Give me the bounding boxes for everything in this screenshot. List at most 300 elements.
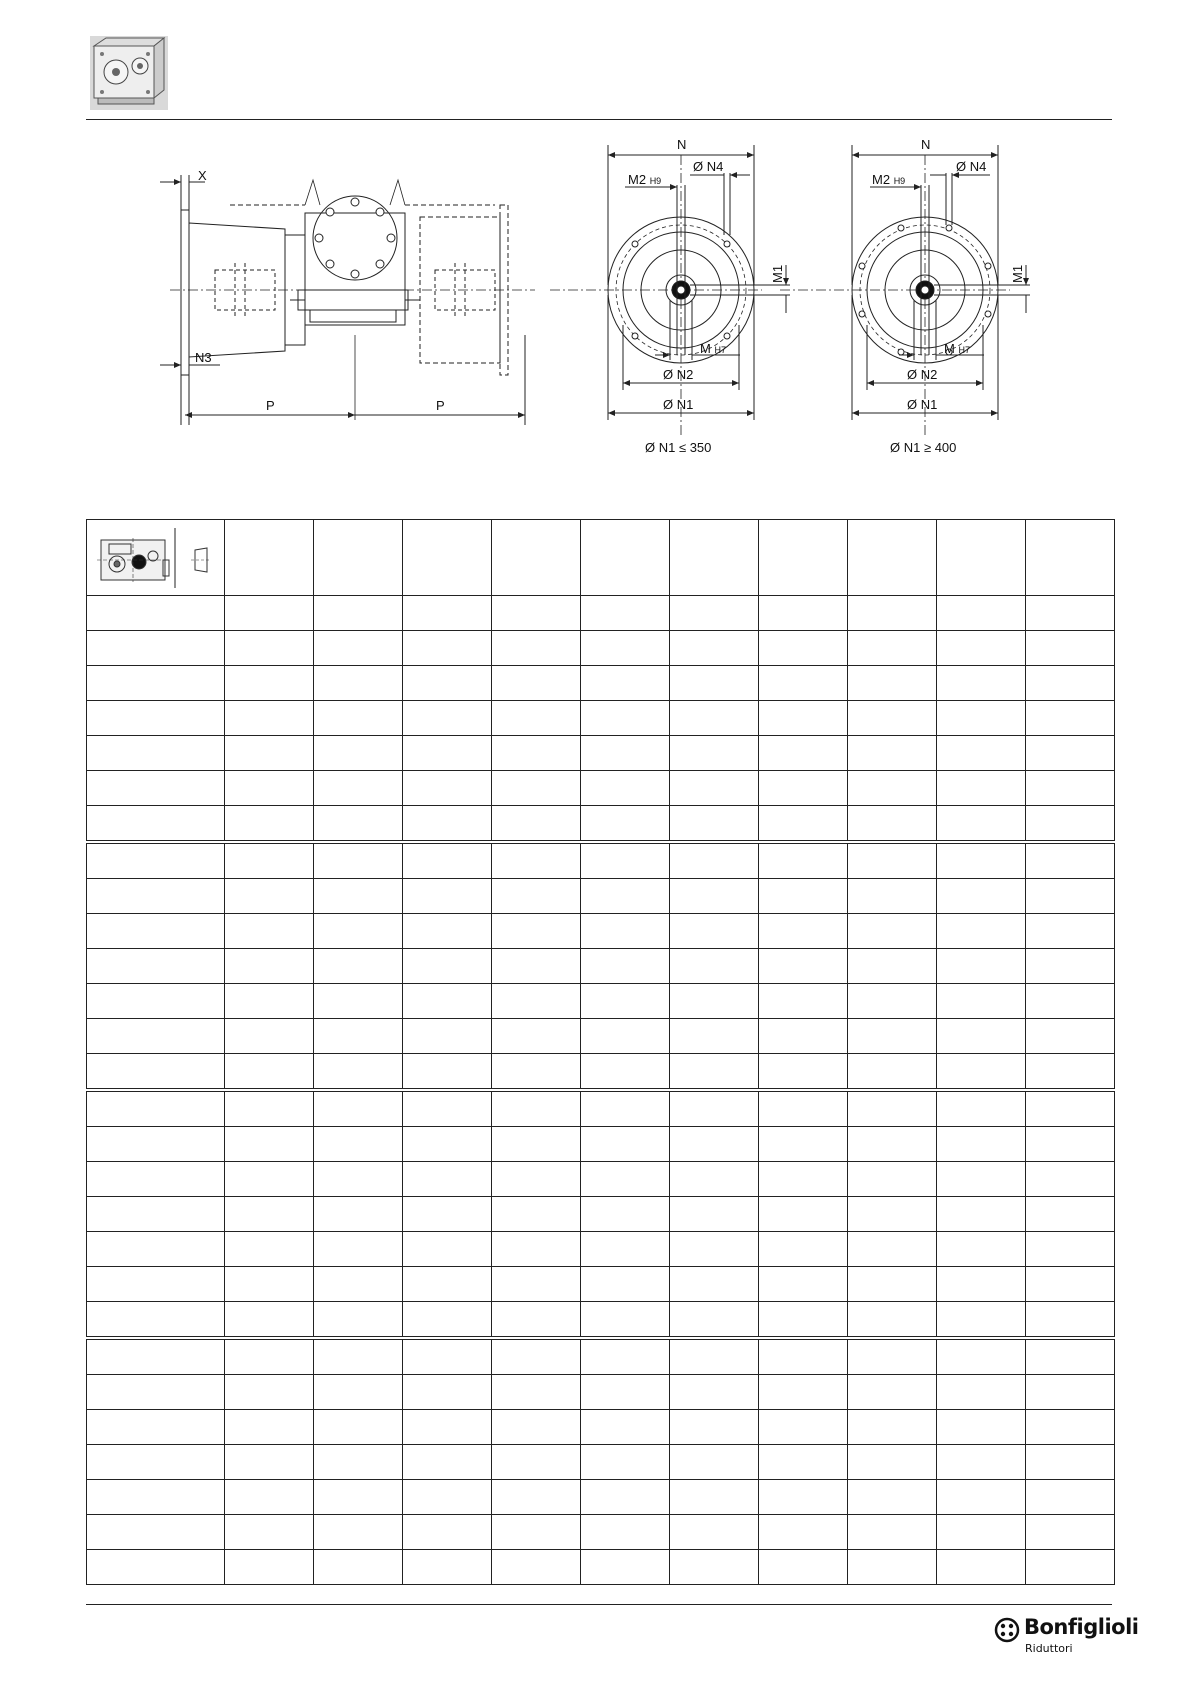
table-cell: [314, 666, 403, 701]
table-cell: [581, 1445, 670, 1480]
table-row: [87, 949, 1115, 984]
table-cell: [759, 1019, 848, 1054]
table-cell: [87, 701, 225, 736]
table-cell: [848, 1127, 937, 1162]
table-cell: [87, 1019, 225, 1054]
table-cell: [225, 1127, 314, 1162]
table-cell: [1026, 806, 1115, 843]
table-cell: [937, 666, 1026, 701]
table-cell: [581, 1197, 670, 1232]
table-cell: [670, 1267, 759, 1302]
table-cell: [670, 1375, 759, 1410]
table-cell: [1026, 1302, 1115, 1339]
table-cell: [492, 1375, 581, 1410]
p-right-label: P: [436, 398, 445, 413]
dimension-table: [86, 519, 1115, 1585]
table-cell: [314, 1338, 403, 1375]
table-cell: [759, 1090, 848, 1127]
table-cell: [314, 596, 403, 631]
table-cell: [492, 842, 581, 879]
table-cell: [492, 949, 581, 984]
table-cell: [759, 1338, 848, 1375]
table-row: [87, 1480, 1115, 1515]
table-cell: [403, 806, 492, 843]
table-cell: [581, 736, 670, 771]
table-cell: [1026, 1375, 1115, 1410]
table-cell: [1026, 701, 1115, 736]
table-cell: [87, 984, 225, 1019]
table-cell: [581, 1410, 670, 1445]
table-cell: [87, 771, 225, 806]
n2-label-small: Ø N2: [663, 367, 694, 382]
table-cell: [670, 1054, 759, 1091]
table-cell: [314, 984, 403, 1019]
table-cell: [225, 914, 314, 949]
table-cell: [581, 1019, 670, 1054]
header-icon-cell: [87, 520, 225, 596]
table-cell: [670, 984, 759, 1019]
table-cell: [314, 1445, 403, 1480]
table-cell: [403, 1232, 492, 1267]
table-cell: [759, 771, 848, 806]
table-row: [87, 1338, 1115, 1375]
table-cell: [670, 1410, 759, 1445]
x-label: X: [198, 168, 207, 183]
table-cell: [581, 1515, 670, 1550]
table-cell: [87, 736, 225, 771]
table-row: [87, 1515, 1115, 1550]
table-cell: [403, 701, 492, 736]
table-cell: [848, 1019, 937, 1054]
table-cell: [403, 1445, 492, 1480]
table-cell: [937, 1445, 1026, 1480]
table-cell: [314, 1232, 403, 1267]
table-cell: [848, 1375, 937, 1410]
table-cell: [225, 1302, 314, 1339]
table-cell: [581, 1090, 670, 1127]
table-cell: [937, 1550, 1026, 1585]
table-cell: [403, 1162, 492, 1197]
table-row: [87, 879, 1115, 914]
table-cell: [1026, 1232, 1115, 1267]
table-cell: [937, 984, 1026, 1019]
table-cell: [670, 1127, 759, 1162]
table-cell: [403, 984, 492, 1019]
table-cell: [670, 1019, 759, 1054]
table-row: [87, 842, 1115, 879]
table-cell: [225, 949, 314, 984]
table-cell: [492, 1127, 581, 1162]
table-cell: [670, 1338, 759, 1375]
table-cell: [403, 771, 492, 806]
table-row: [87, 1127, 1115, 1162]
table-cell: [225, 596, 314, 631]
table-cell: [937, 1515, 1026, 1550]
table-cell: [225, 631, 314, 666]
table-cell: [848, 1267, 937, 1302]
table-cell: [492, 1019, 581, 1054]
table-cell: [759, 1302, 848, 1339]
table-cell: [314, 842, 403, 879]
n4-label-large: Ø N4: [956, 159, 987, 174]
bonfiglioli-logo-icon: [994, 1617, 1020, 1643]
table-cell: [1026, 1127, 1115, 1162]
table-cell: [492, 596, 581, 631]
table-cell: [581, 666, 670, 701]
table-cell: [492, 1515, 581, 1550]
table-row: [87, 984, 1115, 1019]
table-cell: [87, 1090, 225, 1127]
table-cell: [670, 949, 759, 984]
m-label-small: M H7: [700, 341, 726, 356]
table-cell: [225, 771, 314, 806]
table-cell: [314, 1515, 403, 1550]
table-row: [87, 1232, 1115, 1267]
table-cell: [670, 666, 759, 701]
table-cell: [848, 1232, 937, 1267]
table-cell: [403, 1302, 492, 1339]
table-cell: [670, 842, 759, 879]
table-cell: [314, 1127, 403, 1162]
table-cell: [670, 1090, 759, 1127]
table-cell: [581, 842, 670, 879]
table-cell: [848, 1054, 937, 1091]
table-cell: [581, 771, 670, 806]
table-cell: [759, 1054, 848, 1091]
gearbox-symbol-icon: [97, 538, 169, 582]
n-label-small: N: [677, 137, 687, 152]
table-cell: [759, 1515, 848, 1550]
table-cell: [670, 914, 759, 949]
table-cell: [759, 1480, 848, 1515]
table-cell: [848, 631, 937, 666]
table-cell: [314, 1480, 403, 1515]
table-cell: [492, 1445, 581, 1480]
table-cell: [403, 1019, 492, 1054]
table-cell: [314, 1375, 403, 1410]
n1-label-large: Ø N1: [907, 397, 938, 412]
table-cell: [1026, 1445, 1115, 1480]
table-cell: [670, 771, 759, 806]
table-row: [87, 1019, 1115, 1054]
table-cell: [848, 701, 937, 736]
table-cell: [759, 631, 848, 666]
table-cell: [492, 631, 581, 666]
table-cell: [670, 596, 759, 631]
table-cell: [225, 1375, 314, 1410]
table-cell: [1026, 631, 1115, 666]
table-cell: [225, 1162, 314, 1197]
table-cell: [87, 1550, 225, 1585]
table-cell: [314, 1162, 403, 1197]
table-cell: [225, 1197, 314, 1232]
table-cell: [848, 1515, 937, 1550]
n-label-large: N: [921, 137, 931, 152]
table-cell: [314, 736, 403, 771]
table-cell: [1026, 1090, 1115, 1127]
table-cell: [937, 1127, 1026, 1162]
m1-label-large: M1: [1010, 264, 1025, 283]
table-cell: [403, 1515, 492, 1550]
table-cell: [225, 736, 314, 771]
table-row: [87, 1302, 1115, 1339]
table-cell: [87, 1197, 225, 1232]
table-cell: [87, 914, 225, 949]
dimension-grid: [86, 519, 1115, 1585]
table-cell: [1026, 1410, 1115, 1445]
table-cell: [87, 666, 225, 701]
table-cell: [87, 1267, 225, 1302]
table-cell: [1026, 1019, 1115, 1054]
table-cell: [937, 1019, 1026, 1054]
table-row: [87, 1550, 1115, 1585]
table-cell: [581, 879, 670, 914]
table-cell: [848, 1197, 937, 1232]
table-row: [87, 701, 1115, 736]
brand-name: Bonfiglioli: [1024, 1615, 1139, 1639]
table-cell: [87, 949, 225, 984]
table-cell: [492, 1550, 581, 1585]
n1-label-small: Ø N1: [663, 397, 694, 412]
table-cell: [87, 1302, 225, 1339]
table-cell: [670, 879, 759, 914]
table-cell: [403, 914, 492, 949]
table-cell: [314, 631, 403, 666]
table-cell: [581, 1302, 670, 1339]
table-cell: [403, 949, 492, 984]
table-row: [87, 631, 1115, 666]
table-cell: [759, 596, 848, 631]
m2-label-large: M2 H9: [872, 172, 906, 187]
table-cell: [403, 842, 492, 879]
m-label-large: M H7: [944, 341, 970, 356]
table-cell: [937, 771, 1026, 806]
table-cell: [87, 806, 225, 843]
table-cell: [225, 984, 314, 1019]
table-cell: [581, 596, 670, 631]
table-cell: [937, 1375, 1026, 1410]
table-cell: [937, 1338, 1026, 1375]
table-cell: [937, 1197, 1026, 1232]
table-cell: [937, 1267, 1026, 1302]
table-cell: [670, 806, 759, 843]
table-cell: [937, 1302, 1026, 1339]
table-cell: [1026, 879, 1115, 914]
table-cell: [403, 1090, 492, 1127]
table-cell: [403, 1054, 492, 1091]
table-cell: [87, 1480, 225, 1515]
table-cell: [937, 1162, 1026, 1197]
table-cell: [670, 1197, 759, 1232]
table-cell: [937, 596, 1026, 631]
table-cell: [759, 1197, 848, 1232]
table-cell: [759, 879, 848, 914]
table-cell: [314, 1302, 403, 1339]
table-cell: [670, 1232, 759, 1267]
table-cell: [403, 596, 492, 631]
table-cell: [492, 666, 581, 701]
table-cell: [225, 1232, 314, 1267]
table-cell: [492, 736, 581, 771]
table-cell: [759, 1162, 848, 1197]
side-view-drawing: [160, 175, 535, 425]
flange-symbol-icon: [191, 548, 211, 572]
table-cell: [492, 1090, 581, 1127]
table-cell: [1026, 914, 1115, 949]
table-cell: [314, 1197, 403, 1232]
table-row: [87, 914, 1115, 949]
flange-small-drawing: [550, 145, 790, 435]
footer-rule: [86, 1604, 1112, 1605]
table-cell: [759, 736, 848, 771]
table-row: [87, 1197, 1115, 1232]
table-cell: [225, 1267, 314, 1302]
table-cell: [1026, 949, 1115, 984]
table-cell: [87, 596, 225, 631]
table-cell: [581, 1550, 670, 1585]
technical-drawings: [150, 135, 1025, 490]
table-cell: [581, 984, 670, 1019]
table-cell: [225, 701, 314, 736]
table-cell: [670, 1550, 759, 1585]
table-cell: [581, 1338, 670, 1375]
table-cell: [492, 1410, 581, 1445]
table-cell: [1026, 736, 1115, 771]
table-cell: [403, 879, 492, 914]
table-cell: [937, 842, 1026, 879]
table-row: [87, 1375, 1115, 1410]
table-cell: [1026, 666, 1115, 701]
table-cell: [581, 1232, 670, 1267]
table-cell: [87, 1127, 225, 1162]
table-row: [87, 1267, 1115, 1302]
table-cell: [492, 1197, 581, 1232]
table-cell: [937, 1480, 1026, 1515]
table-cell: [403, 1197, 492, 1232]
table-cell: [492, 1162, 581, 1197]
table-cell: [937, 1090, 1026, 1127]
caption-large: Ø N1 ≥ 400: [890, 440, 957, 455]
table-cell: [225, 806, 314, 843]
gearbox-thumbnail-icon: [90, 36, 168, 110]
table-cell: [1026, 984, 1115, 1019]
table-cell: [848, 879, 937, 914]
table-cell: [225, 666, 314, 701]
table-cell: [492, 806, 581, 843]
table-cell: [314, 771, 403, 806]
table-cell: [848, 1090, 937, 1127]
table-cell: [848, 1338, 937, 1375]
table-cell: [759, 914, 848, 949]
table-cell: [492, 1267, 581, 1302]
table-cell: [403, 1267, 492, 1302]
table-cell: [87, 842, 225, 879]
table-cell: [1026, 1338, 1115, 1375]
table-cell: [87, 1232, 225, 1267]
table-cell: [403, 1550, 492, 1585]
table-cell: [581, 1162, 670, 1197]
table-cell: [225, 1410, 314, 1445]
table-cell: [848, 1410, 937, 1445]
table-header-row: [87, 520, 1115, 596]
table-cell: [759, 842, 848, 879]
table-cell: [492, 914, 581, 949]
table-cell: [581, 701, 670, 736]
n4-label-small: Ø N4: [693, 159, 724, 174]
table-cell: [937, 1410, 1026, 1445]
table-cell: [670, 1515, 759, 1550]
table-cell: [87, 879, 225, 914]
table-cell: [759, 949, 848, 984]
table-cell: [759, 1267, 848, 1302]
n3-label: N3: [195, 350, 212, 365]
table-row: [87, 1445, 1115, 1480]
table-cell: [759, 666, 848, 701]
table-cell: [492, 771, 581, 806]
table-cell: [581, 631, 670, 666]
table-cell: [581, 1375, 670, 1410]
table-cell: [225, 1480, 314, 1515]
table-cell: [314, 949, 403, 984]
table-cell: [492, 879, 581, 914]
table-cell: [937, 631, 1026, 666]
header-rule: [86, 119, 1112, 120]
table-cell: [314, 1090, 403, 1127]
n2-label-large: Ø N2: [907, 367, 938, 382]
table-cell: [937, 1232, 1026, 1267]
table-cell: [87, 1054, 225, 1091]
table-cell: [314, 1054, 403, 1091]
table-cell: [848, 1445, 937, 1480]
table-cell: [492, 1232, 581, 1267]
m1-label-small: M1: [770, 264, 785, 283]
table-cell: [1026, 1267, 1115, 1302]
table-cell: [581, 914, 670, 949]
table-cell: [848, 596, 937, 631]
table-cell: [87, 1445, 225, 1480]
table-cell: [759, 1445, 848, 1480]
table-row: [87, 1054, 1115, 1091]
table-cell: [314, 1267, 403, 1302]
table-cell: [848, 736, 937, 771]
table-cell: [670, 1302, 759, 1339]
table-cell: [87, 1338, 225, 1375]
table-cell: [403, 666, 492, 701]
table-cell: [670, 1162, 759, 1197]
table-cell: [670, 631, 759, 666]
table-cell: [225, 1550, 314, 1585]
table-cell: [403, 1338, 492, 1375]
table-cell: [314, 914, 403, 949]
table-row: [87, 1410, 1115, 1445]
table-cell: [759, 1550, 848, 1585]
table-cell: [403, 631, 492, 666]
table-cell: [225, 1445, 314, 1480]
table-row: [87, 1162, 1115, 1197]
table-cell: [492, 1302, 581, 1339]
table-cell: [848, 949, 937, 984]
table-row: [87, 596, 1115, 631]
table-cell: [314, 1410, 403, 1445]
table-cell: [1026, 1054, 1115, 1091]
table-cell: [848, 666, 937, 701]
table-cell: [581, 949, 670, 984]
table-cell: [1026, 1515, 1115, 1550]
table-cell: [1026, 842, 1115, 879]
table-cell: [759, 806, 848, 843]
table-cell: [848, 806, 937, 843]
table-cell: [670, 736, 759, 771]
